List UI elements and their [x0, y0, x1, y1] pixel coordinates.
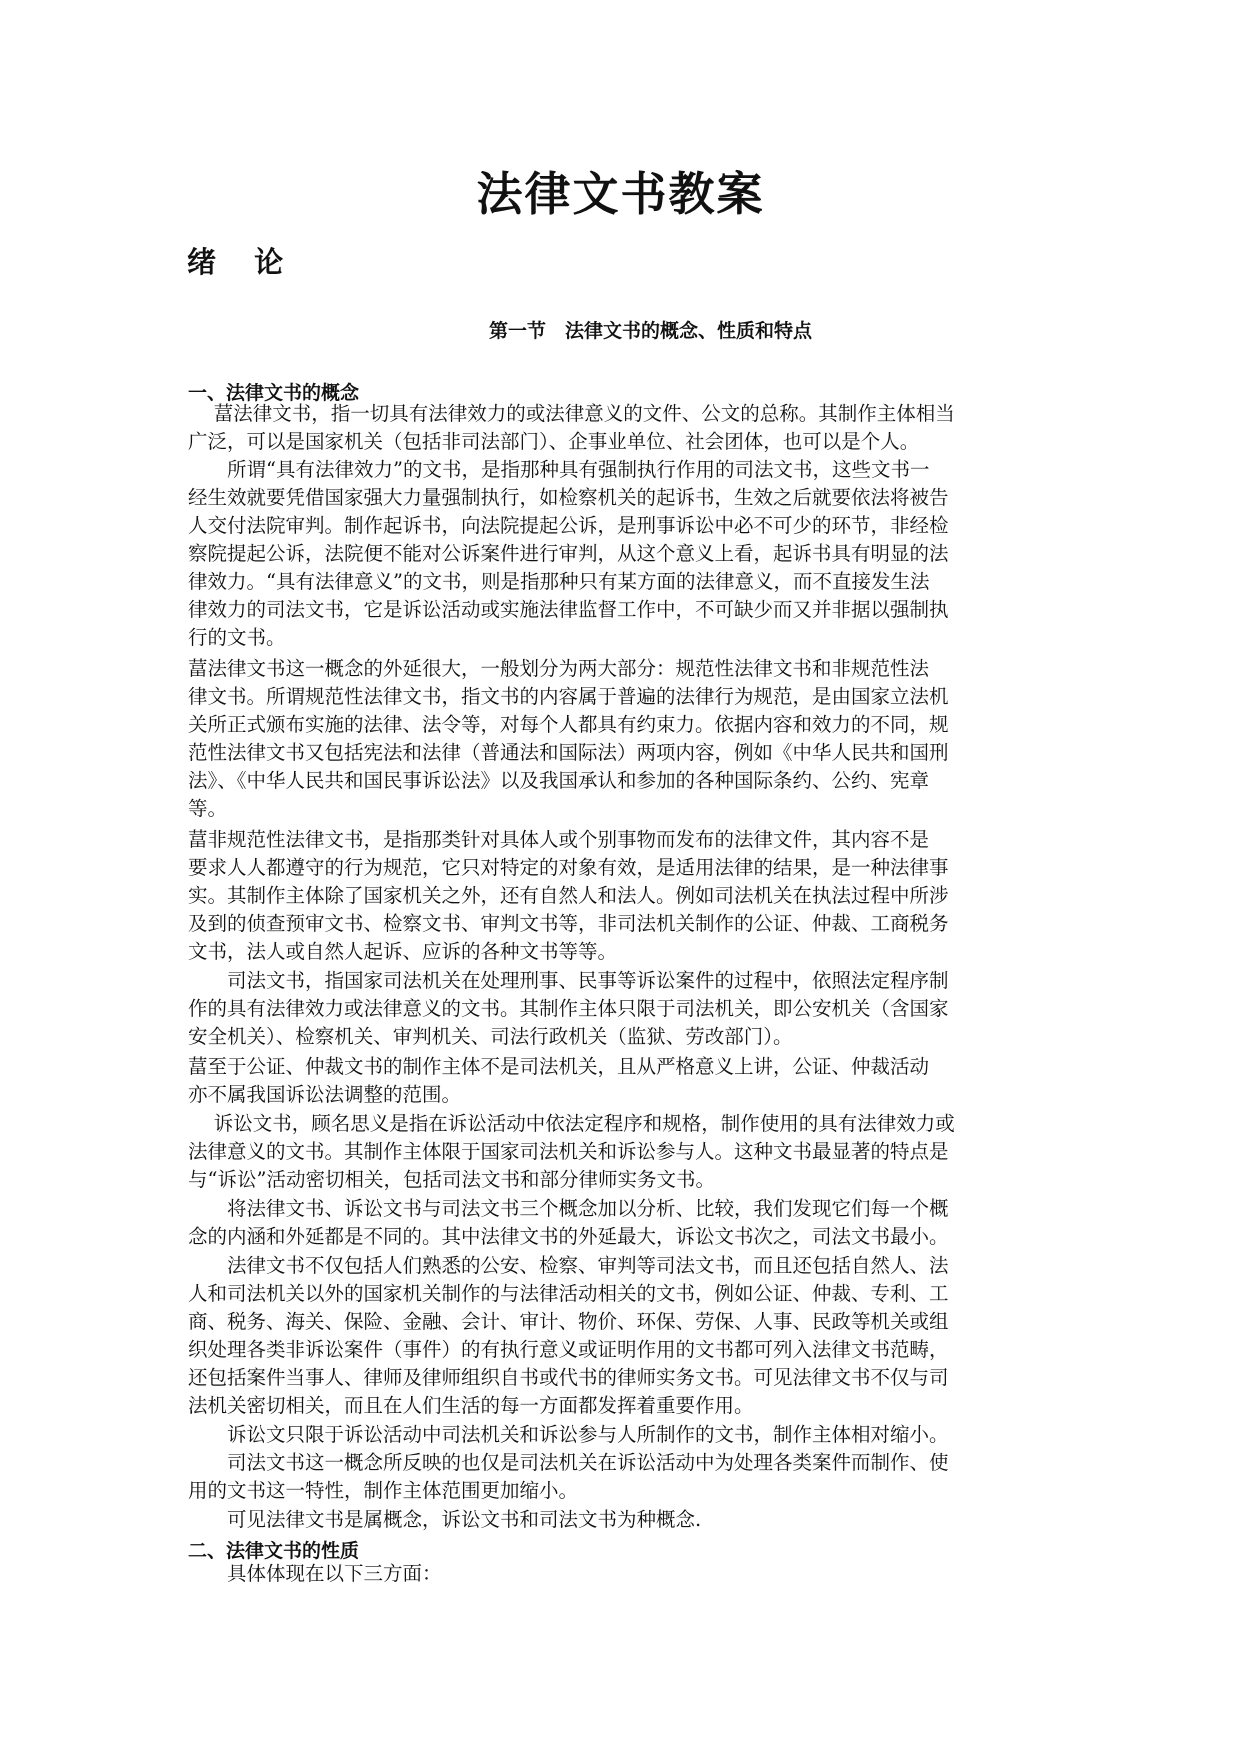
- paragraph-line: 还包括案件当事人、律师及律师组织自书或代书的律师实务文书。可见法律文书不仅与司: [188, 1366, 949, 1389]
- paragraph-line: 范性法律文书又包括宪法和法律（普通法和国际法）两项内容，例如《中华人民共和国刑: [188, 741, 949, 764]
- paragraph-line: 行的文书。: [188, 626, 286, 649]
- paragraph-line: 等。: [188, 797, 228, 820]
- paragraph-line: 人和司法机关以外的国家机关制作的与法律活动相关的文书，例如公证、仲裁、专利、工: [188, 1282, 949, 1305]
- paragraph-line: 经生效就要凭借国家强大力量强制执行，如检察机关的起诉书，生效之后就要依法将被告: [188, 486, 949, 509]
- paragraph-line: 诉讼文书，顾名思义是指在诉讼活动中依法定程序和规格，制作使用的具有法律效力或: [188, 1112, 955, 1135]
- paragraph-line: 司法文书，指国家司法机关在处理刑事、民事等诉讼案件的过程中，依照法定程序制: [188, 969, 949, 992]
- paragraph-line: 所谓“具有法律效力”的文书，是指那种具有强制执行作用的司法文书，这些文书一: [188, 458, 930, 481]
- paragraph-line: 葍法律文书，指一切具有法律效力的或法律意义的文件、公文的总称。其制作主体相当: [188, 402, 955, 425]
- paragraph-line: 法律文书不仅包括人们熟悉的公安、检察、审判等司法文书，而且还包括自然人、法: [188, 1254, 949, 1277]
- paragraph-line: 法》、《中华人民共和国民事诉讼法》以及我国承认和参加的各种国际条约、公约、宪章: [188, 769, 930, 792]
- paragraph-line: 诉讼文只限于诉讼活动中司法机关和诉讼参与人所制作的文书，制作主体相对缩小。: [188, 1423, 949, 1446]
- paragraph-line: 葍法律文书这一概念的外延很大，一般划分为两大部分：规范性法律文书和非规范性法: [188, 657, 930, 680]
- paragraph-line: 察院提起公诉，法院便不能对公诉案件进行审判，从这个意义上看，起诉书具有明显的法: [188, 542, 949, 565]
- paragraph-line: 文书，法人或自然人起诉、应诉的各种文书等等。: [188, 940, 618, 963]
- paragraph-line: 法律意义的文书。其制作主体限于国家司法机关和诉讼参与人。这种文书最显著的特点是: [188, 1140, 949, 1163]
- paragraph-line: 作的具有法律效力或法律意义的文书。其制作主体只限于司法机关，即公安机关（含国家: [188, 997, 949, 1020]
- paragraph-line: 葍非规范性法律文书，是指那类针对具体人或个别事物而发布的法律文件，其内容不是: [188, 828, 930, 851]
- paragraph-line: 司法文书这一概念所反映的也仅是司法机关在诉讼活动中为处理各类案件而制作、使: [188, 1451, 949, 1474]
- heading-nature: 二、法律文书的性质: [188, 1540, 360, 1562]
- paragraph-line: 关所正式颁布实施的法律、法令等，对每个人都具有约束力。依据内容和效力的不同，规: [188, 713, 949, 736]
- paragraph-line: 及到的侦查预审文书、检察文书、审判文书等，非司法机关制作的公证、仲裁、工商税务: [188, 912, 949, 935]
- paragraph-line: 广泛，可以是国家机关（包括非司法部门）、企事业单位、社会团体，也可以是个人。: [188, 430, 920, 453]
- paragraph-line: 葍至于公证、仲裁文书的制作主体不是司法机关，且从严格意义上讲，公证、仲裁活动: [188, 1055, 930, 1078]
- paragraph-line: 人交付法院审判。制作起诉书，向法院提起公诉，是刑事诉讼中必不可少的环节，非经检: [188, 514, 949, 537]
- paragraph-line: 将法律文书、诉讼文书与司法文书三个概念加以分析、比较，我们发现它们每一个概: [188, 1197, 949, 1220]
- paragraph-line: 律效力。“具有法律意义”的文书，则是指那种只有某方面的法律意义，而不直接发生法: [188, 570, 930, 593]
- paragraph-line: 念的内涵和外延都是不同的。其中法律文书的外延最大，诉讼文书次之，司法文书最小。: [188, 1225, 949, 1248]
- paragraph-line: 可见法律文书是属概念，诉讼文书和司法文书为种概念.: [188, 1508, 702, 1531]
- paragraph-line: 律文书。所谓规范性法律文书，指文书的内容属于普遍的法律行为规范，是由国家立法机: [188, 685, 949, 708]
- paragraph-line: 安全机关）、检察机关、审判机关、司法行政机关（监狱、劳改部门）。: [188, 1025, 793, 1048]
- paragraph-line: 要求人人都遵守的行为规范，它只对特定的对象有效，是适用法律的结果，是一种法律事: [188, 856, 949, 879]
- section-title: 第一节 法律文书的概念、性质和特点: [488, 320, 812, 342]
- paragraph-line: 织处理各类非诉讼案件（事件）的有执行意义或证明作用的文书都可列入法律文书范畴，: [188, 1338, 949, 1361]
- chapter-title: 绪 论: [187, 245, 298, 279]
- paragraph-line: 商、税务、海关、保险、金融、会计、审计、物价、环保、劳保、人事、民政等机关或组: [188, 1310, 949, 1333]
- paragraph-line: 法机关密切相关，而且在人们生活的每一方面都发挥着重要作用。: [188, 1394, 754, 1417]
- heading-concept: 一、法律文书的概念: [188, 382, 360, 404]
- paragraph-line: 律效力的司法文书，它是诉讼活动或实施法律监督工作中，不可缺少而又并非据以强制执: [188, 598, 949, 621]
- paragraph-line: 实。其制作主体除了国家机关之外，还有自然人和法人。例如司法机关在执法过程中所涉: [188, 884, 949, 907]
- paragraph-line: 用的文书这一特性，制作主体范围更加缩小。: [188, 1479, 579, 1502]
- document-title: 法律文书教案: [476, 167, 765, 221]
- paragraph-line: 与“诉讼”活动密切相关，包括司法文书和部分律师实务文书。: [188, 1168, 715, 1191]
- paragraph-line: 亦不属我国诉讼法调整的范围。: [188, 1083, 462, 1106]
- paragraph-line: 具体体现在以下三方面：: [188, 1562, 442, 1585]
